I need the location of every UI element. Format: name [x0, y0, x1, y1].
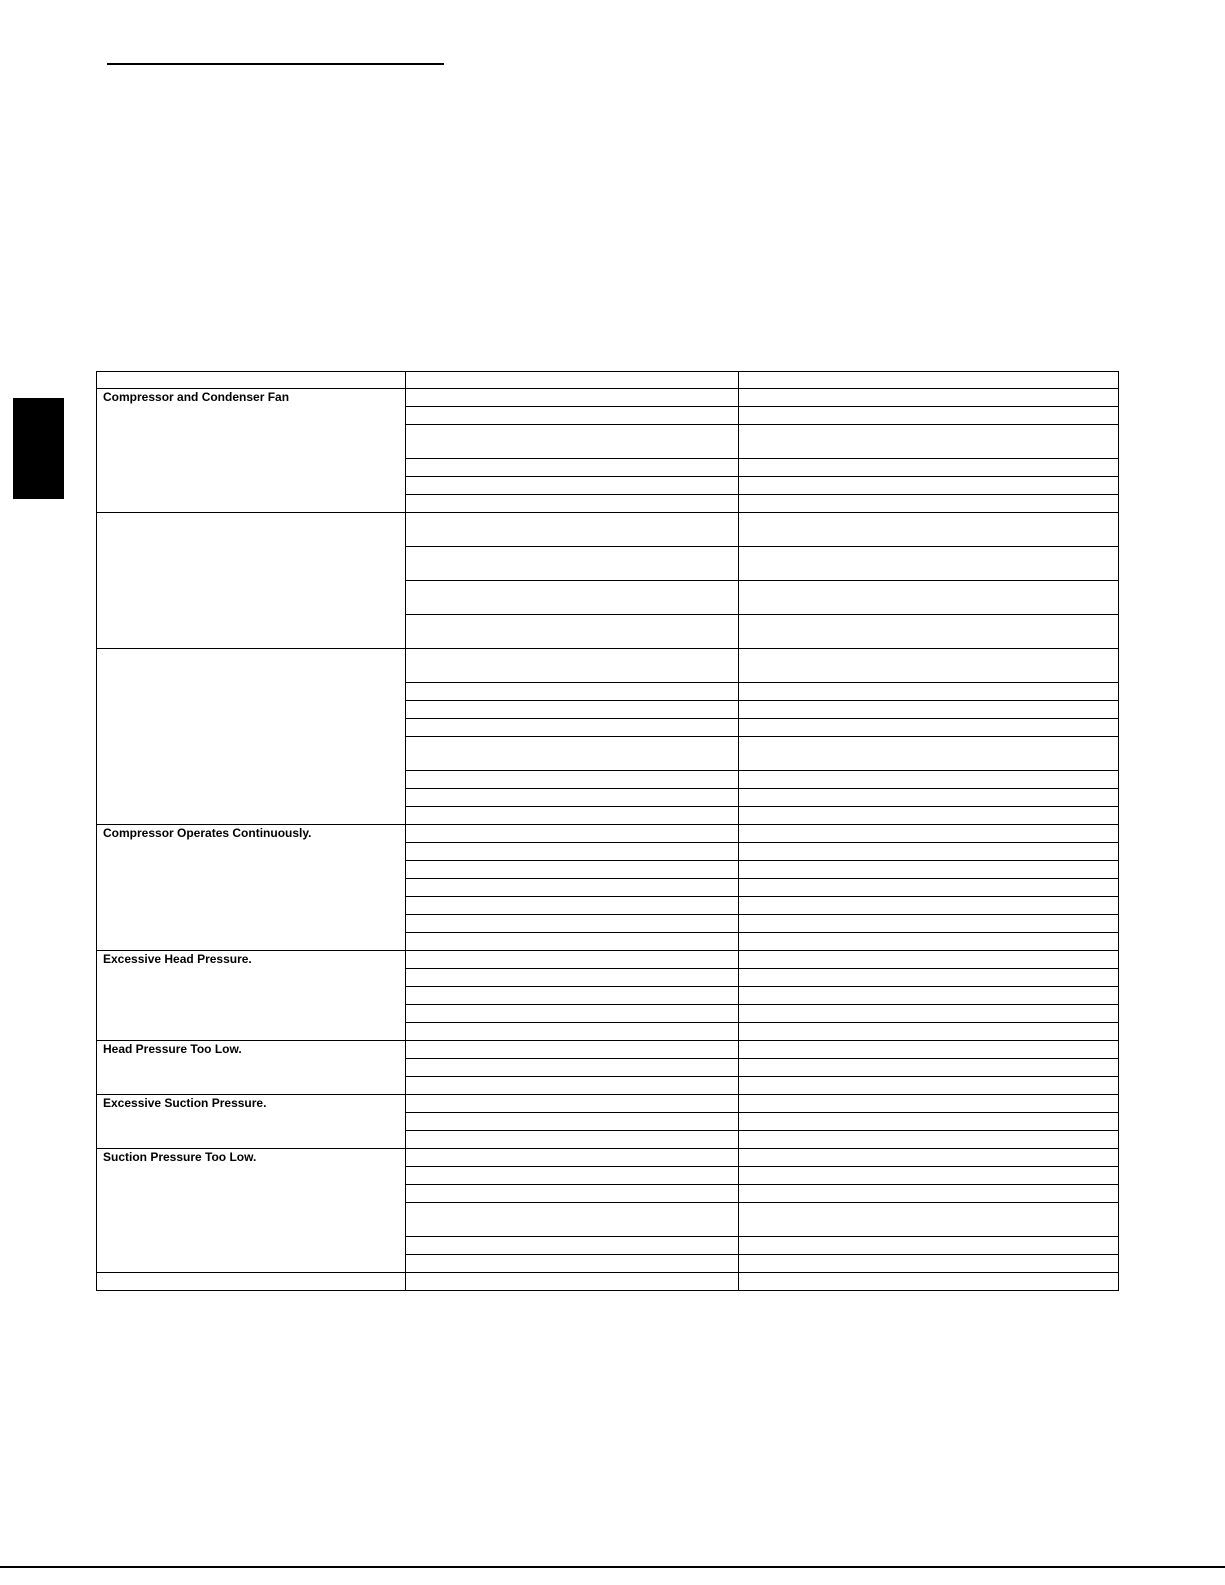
remedy-cell	[739, 933, 1119, 951]
remedy-cell	[739, 1041, 1119, 1059]
problem-cell: Head Pressure Too Low.	[97, 1041, 406, 1095]
remedy-cell	[739, 915, 1119, 933]
troubleshooting-table	[96, 371, 1119, 1291]
remedy-cell	[739, 1203, 1119, 1237]
cause-cell	[406, 701, 739, 719]
remedy-cell	[739, 969, 1119, 987]
header-remedy	[739, 372, 1119, 389]
remedy-cell	[739, 683, 1119, 701]
troubleshooting-table-body	[97, 372, 1119, 1291]
cause-cell	[406, 425, 739, 459]
problem-cell	[97, 649, 406, 825]
cause-cell	[406, 477, 739, 495]
table-header-row	[97, 372, 1119, 389]
cause-cell	[406, 1203, 739, 1237]
remedy-cell	[739, 1149, 1119, 1167]
remedy-cell	[739, 737, 1119, 771]
remedy-cell	[739, 771, 1119, 789]
table-row	[97, 1095, 1119, 1113]
cause-cell	[406, 1095, 739, 1113]
cause-cell	[406, 581, 739, 615]
cause-cell	[406, 737, 739, 771]
remedy-cell	[739, 425, 1119, 459]
remedy-cell	[739, 1023, 1119, 1041]
cause-cell	[406, 951, 739, 969]
cause-cell	[406, 389, 739, 407]
cause-cell	[406, 547, 739, 581]
remedy-cell	[739, 1059, 1119, 1077]
cause-cell	[406, 1131, 739, 1149]
remedy-cell	[739, 1077, 1119, 1095]
cause-cell	[406, 843, 739, 861]
remedy-cell	[739, 807, 1119, 825]
cause-cell	[406, 789, 739, 807]
remedy-cell	[739, 1131, 1119, 1149]
cause-cell	[406, 1023, 739, 1041]
remedy-cell	[739, 719, 1119, 737]
cause-cell	[406, 1077, 739, 1095]
remedy-cell	[739, 951, 1119, 969]
table-row	[97, 649, 1119, 683]
remedy-cell	[739, 825, 1119, 843]
cause-cell	[406, 683, 739, 701]
cause-cell	[406, 407, 739, 425]
remedy-cell	[739, 789, 1119, 807]
remedy-cell	[739, 513, 1119, 547]
problem-cell: Compressor Operates Continuously.	[97, 825, 406, 951]
remedy-cell	[739, 389, 1119, 407]
table-footer-row	[97, 1273, 1119, 1291]
remedy-cell	[739, 987, 1119, 1005]
remedy-cell	[739, 701, 1119, 719]
cause-cell	[406, 1059, 739, 1077]
remedy-cell	[739, 459, 1119, 477]
cause-cell	[406, 771, 739, 789]
cause-cell	[406, 1255, 739, 1273]
footer-cell	[739, 1273, 1119, 1291]
remedy-cell	[739, 1005, 1119, 1023]
header-problem	[97, 372, 406, 389]
table-row	[97, 1041, 1119, 1059]
header-cause	[406, 372, 739, 389]
cause-cell	[406, 1167, 739, 1185]
remedy-cell	[739, 581, 1119, 615]
cause-cell	[406, 649, 739, 683]
cause-cell	[406, 1149, 739, 1167]
problem-cell	[97, 513, 406, 649]
remedy-cell	[739, 897, 1119, 915]
remedy-cell	[739, 879, 1119, 897]
remedy-cell	[739, 407, 1119, 425]
cause-cell	[406, 1041, 739, 1059]
section-tab-marker	[13, 398, 64, 499]
remedy-cell	[739, 615, 1119, 649]
remedy-cell	[739, 1167, 1119, 1185]
problem-cell: Suction Pressure Too Low.	[97, 1149, 406, 1273]
remedy-cell	[739, 861, 1119, 879]
problem-cell: Compressor and Condenser Fan	[97, 389, 406, 513]
cause-cell	[406, 807, 739, 825]
cause-cell	[406, 495, 739, 513]
table-row	[97, 513, 1119, 547]
cause-cell	[406, 915, 739, 933]
cause-cell	[406, 933, 739, 951]
remedy-cell	[739, 1113, 1119, 1131]
cause-cell	[406, 513, 739, 547]
table-row	[97, 389, 1119, 407]
footer-cell	[97, 1273, 406, 1291]
remedy-cell	[739, 477, 1119, 495]
remedy-cell	[739, 495, 1119, 513]
footer-cell	[406, 1273, 739, 1291]
table-row	[97, 825, 1119, 843]
problem-cell: Excessive Head Pressure.	[97, 951, 406, 1041]
problem-cell: Excessive Suction Pressure.	[97, 1095, 406, 1149]
remedy-cell	[739, 1185, 1119, 1203]
cause-cell	[406, 879, 739, 897]
table-row	[97, 951, 1119, 969]
cause-cell	[406, 1113, 739, 1131]
cause-cell	[406, 719, 739, 737]
remedy-cell	[739, 1095, 1119, 1113]
cause-cell	[406, 861, 739, 879]
remedy-cell	[739, 843, 1119, 861]
remedy-cell	[739, 1255, 1119, 1273]
header-rule	[107, 63, 444, 65]
cause-cell	[406, 1005, 739, 1023]
cause-cell	[406, 1185, 739, 1203]
cause-cell	[406, 825, 739, 843]
cause-cell	[406, 897, 739, 915]
cause-cell	[406, 969, 739, 987]
remedy-cell	[739, 1237, 1119, 1255]
remedy-cell	[739, 547, 1119, 581]
table-row	[97, 1149, 1119, 1167]
remedy-cell	[739, 649, 1119, 683]
footer-rule	[0, 1566, 1225, 1568]
cause-cell	[406, 987, 739, 1005]
cause-cell	[406, 1237, 739, 1255]
cause-cell	[406, 459, 739, 477]
cause-cell	[406, 615, 739, 649]
